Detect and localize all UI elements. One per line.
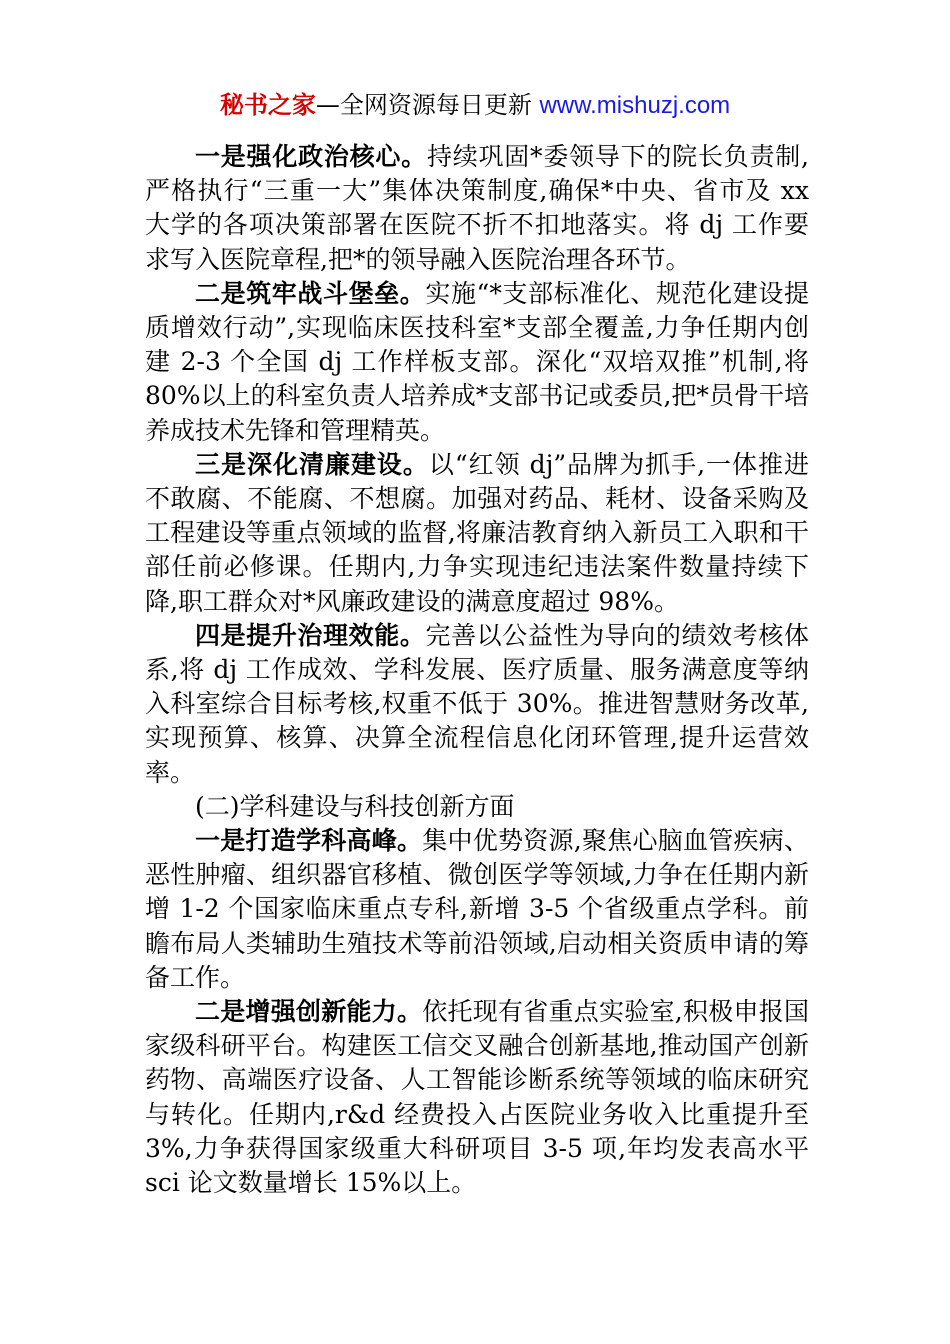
paragraph-text: 完善以公益性为导向的绩效考核体系,将 dj 工作成效、学科发展、医疗质量、服务满意度等纳入科室综合目标考核,权重不低于 30%。推进智慧财务改革,实现预算、核算、决算全流程信息化闭环管理,提升运营效率。 (145, 620, 809, 787)
paragraph-text: 以“红领 dj”品牌为抓手,一体推进不敢腐、不能腐、不想腐。加强对药品、耗材、设备采购及工程建设等重点领域的监督,将廉洁教育纳入新员工入职和干部任前必修课。任期内,力争实现违纪违法案件数量持续下降,职工群众对*风廉政建设的满意度超过 98%。 (145, 449, 809, 616)
paragraph-text: 依托现有省重点实验室,积极申报国家级科研平台。构建医工信交叉融合创新基地,推动国产创新药物、高端医疗设备、人工智能诊断系统等领域的临床研究与转化。任期内,r&d 经费投入占医院业务收入比重提升至 3%,力争获得国家级重大科研项目 3-5 项,年均发表高水平 sci 论文数量增长 15%以上。 (145, 997, 809, 1198)
site-url-link[interactable]: www.mishuzj.com (539, 92, 731, 119)
paragraph-discipline-peak (145, 824, 809, 995)
paragraph-lead: 四是提升治理效能。 (195, 620, 426, 650)
paragraph-governance (145, 619, 809, 790)
banner-slogan: —全网资源每日更新 (315, 91, 540, 119)
paragraph-text: 持续巩固*委领导下的院长负责制,严格执行“三重一大”集体决策制度,确保*中央、省市及 xx 大学的各项决策部署在医院不折不扣地落实。将 dj 工作要求写入医院章程,把*的领导融入医院治理各环节。 (145, 142, 809, 274)
paragraph-lead: 二是增强创新能力。 (195, 997, 423, 1027)
paragraph-fortress (145, 277, 809, 448)
paragraph-lead: 一是打造学科高峰。 (195, 826, 423, 856)
brand-name: 秘书之家 (219, 91, 316, 119)
document-body (145, 140, 809, 1200)
paragraph-innovation (145, 995, 809, 1200)
paragraph-text: 实施“*支部标准化、规范化建设提质增效行动”,实现临床医技科室*支部全覆盖,力争任期内创建 2-3 个全国 dj 工作样板支部。深化“双培双推”机制,将 80%以上的科室负责人培养成*支部书记或委员,把*员骨干培养成技术先锋和管理精英。 (145, 278, 809, 445)
paragraph-integrity (145, 448, 809, 619)
paragraph-lead: 二是筑牢战斗堡垒。 (195, 278, 426, 308)
section-heading-text: (二)学科建设与科技创新方面 (195, 791, 515, 821)
paragraph-lead: 一是强化政治核心。 (195, 142, 427, 171)
paragraph-text: 集中优势资源,聚焦心脑血管疾病、恶性肿瘤、组织器官移植、微创医学等领域,力争在任期内新增 1-2 个国家临床重点专科,新增 3-5 个省级重点学科。前瞻布局人类辅助生殖技术等前沿领域,启动相关资质申请的筹备工作。 (145, 826, 809, 992)
site-banner (0, 88, 950, 123)
section-heading-discipline (145, 790, 809, 824)
paragraph-lead: 三是深化清廉建设。 (195, 449, 429, 479)
paragraph-politics-core (145, 140, 809, 277)
